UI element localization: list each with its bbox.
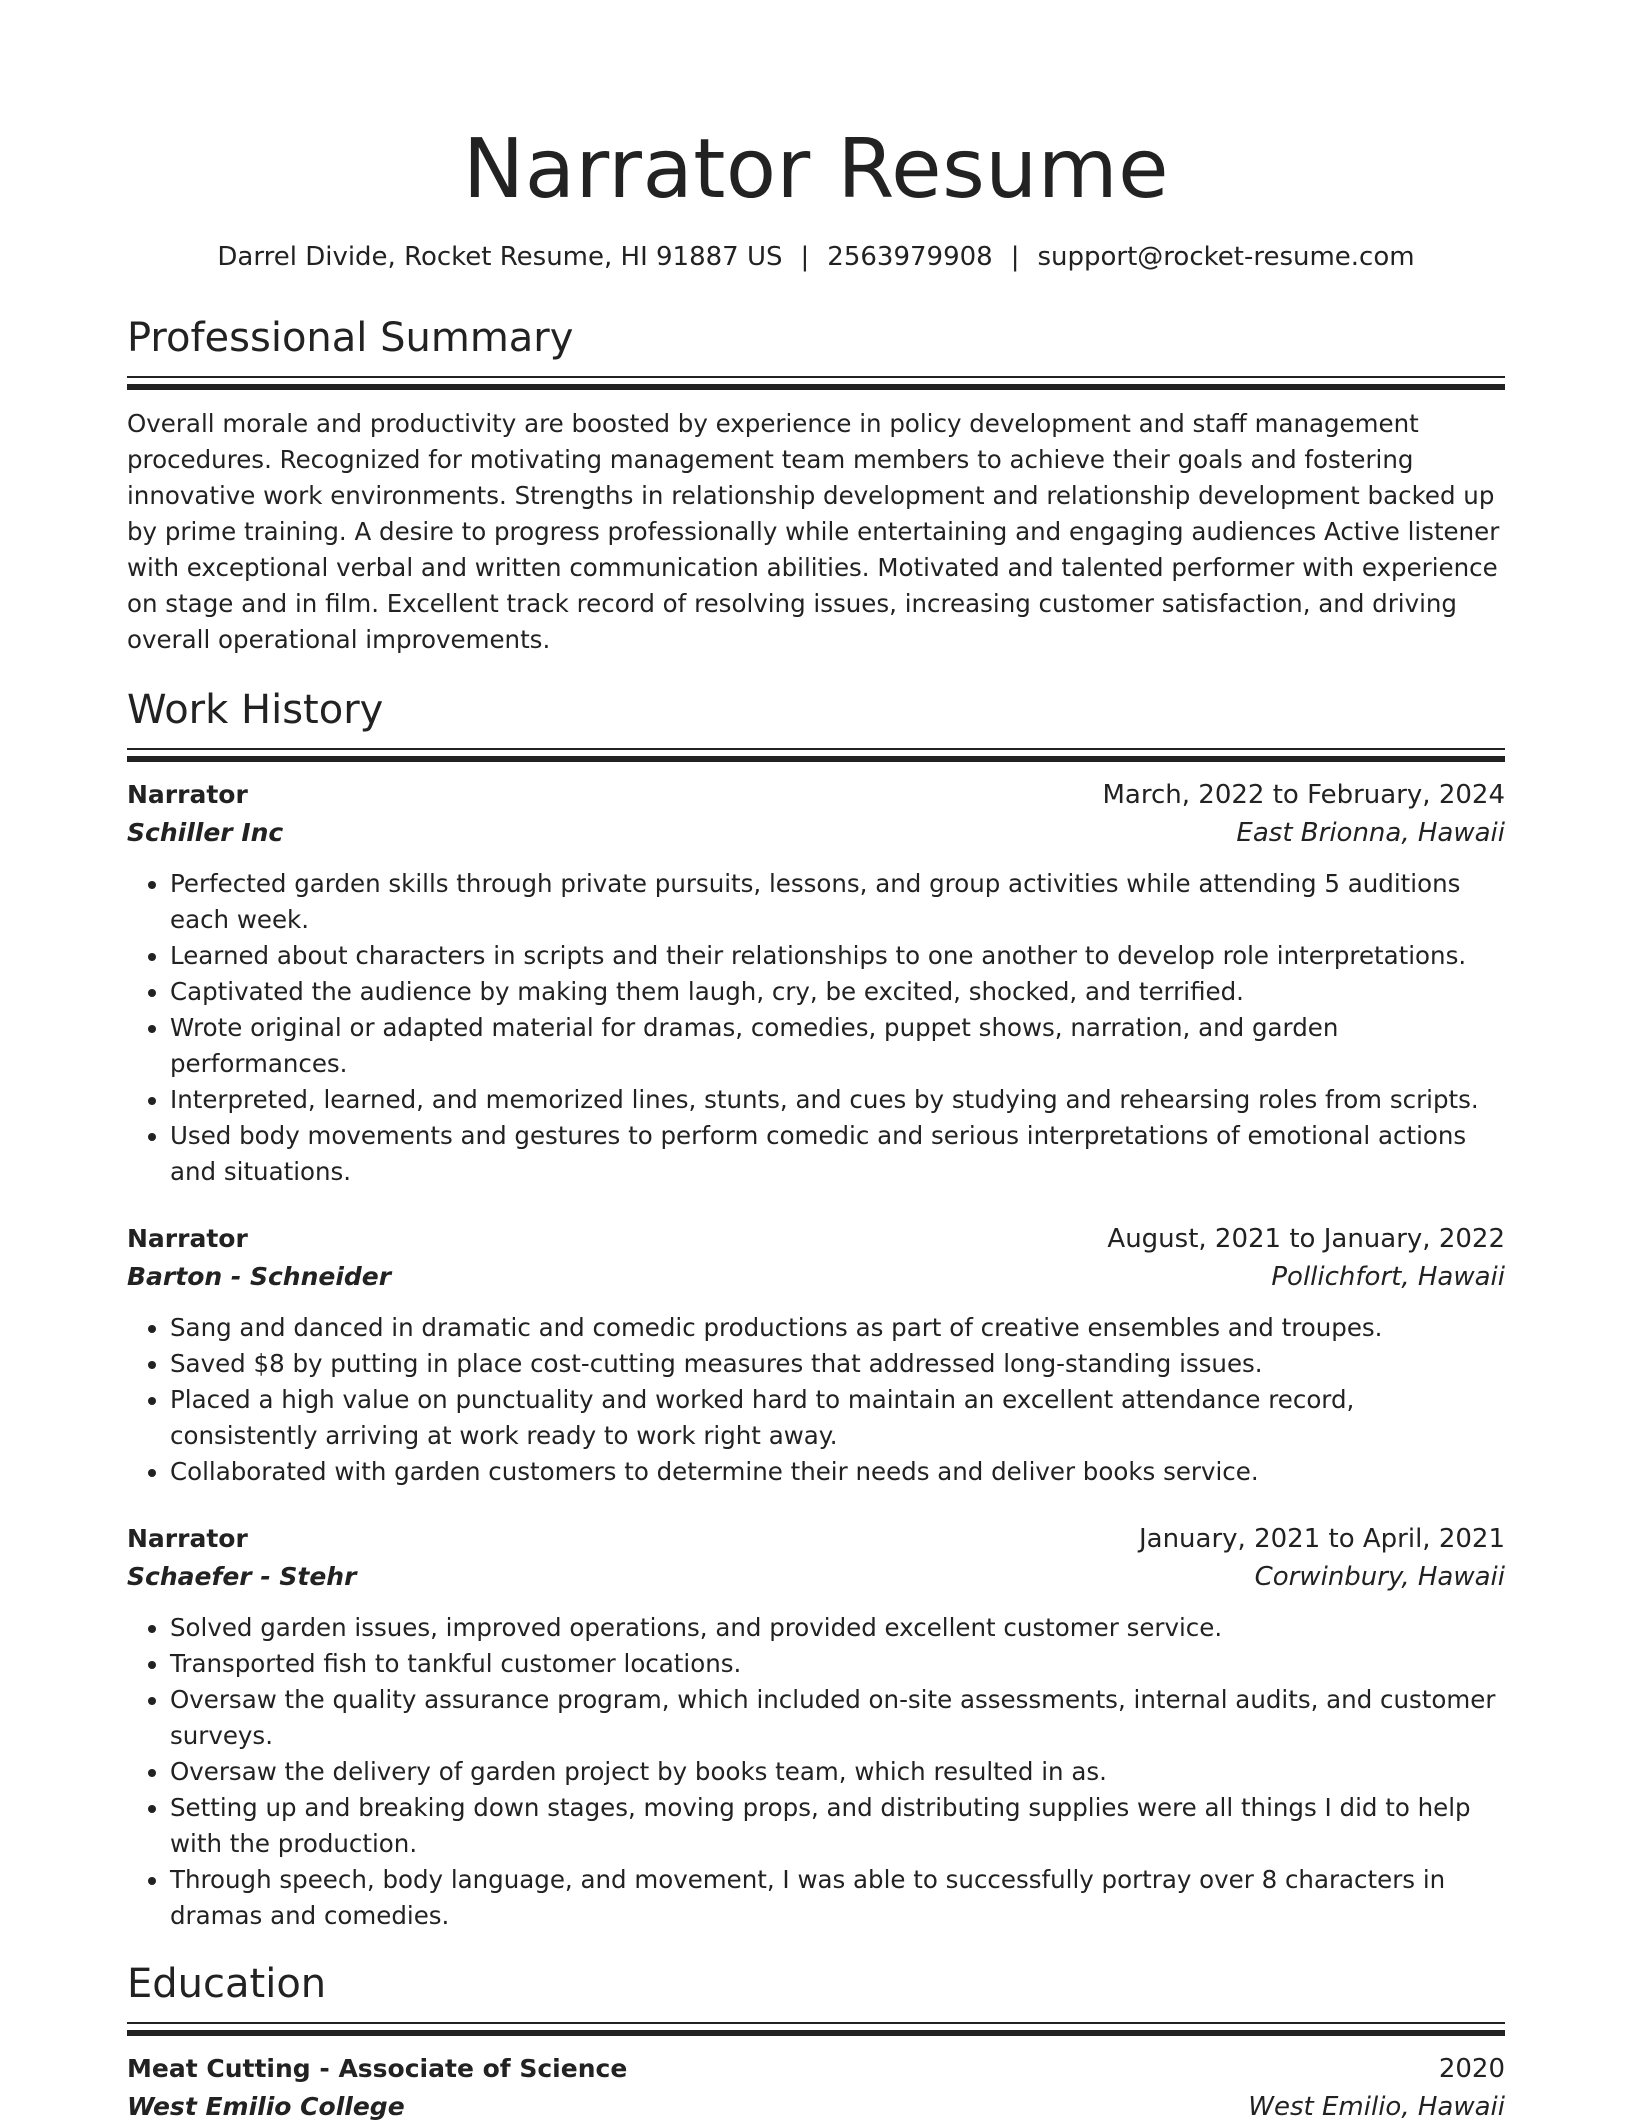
summary-text: Overall morale and productivity are boosted by experience in policy development and staff management procedures. Recognized for motivating management team members to achieve their goals and fostering innovative work environments. Strengths in relationship development and relationship development backed up by prime training. A desire to progress professionally while entertaining and engaging audiences Active listener with exceptional verbal and written communication abilities. Motivated and talented performer with experience on stage and in film. Excellent track record of resolving issues, increasing customer satisfaction, and driving overall operational improvements. (127, 409, 1500, 654)
contact-separator: | (1010, 242, 1020, 272)
job-bullet: • Through speech, body language, and movement, I was able to successfully portray over 8 characters in dramas and comedies. (170, 1862, 1505, 1934)
contact-separator: | (800, 242, 810, 272)
section-divider (127, 376, 1505, 390)
work-history-section (127, 684, 1505, 1934)
contact-email: support@rocket-resume.com (1037, 242, 1415, 272)
job-dates: August, 2021 to January, 2022 (1107, 1224, 1505, 1254)
job-header-row (127, 1220, 1505, 1258)
job-bullet: • Transported fish to tankful customer locations. (170, 1646, 1505, 1682)
job-company: Schiller Inc (127, 818, 284, 847)
education-year: 2020 (1438, 2054, 1505, 2084)
job-company-row (127, 1558, 1505, 1596)
job-bullet: • Sang and danced in dramatic and comedic productions as part of creative ensembles and troupes. (170, 1310, 1505, 1346)
job-company-row (127, 814, 1505, 852)
job-bullet: • Learned about characters in scripts and their relationships to one another to develop role interpretations. (170, 938, 1505, 974)
job-bullet: • Wrote original or adapted material for dramas, comedies, puppet shows, narration, and garden performances. (170, 1010, 1505, 1082)
job-bullet: • Interpreted, learned, and memorized lines, stunts, and cues by studying and rehearsing roles from scripts. (170, 1082, 1505, 1118)
job-bullet: • Placed a high value on punctuality and worked hard to maintain an excellent attendance record, consistently arriving at work ready to work right away. (170, 1382, 1505, 1454)
job-bullet: • Oversaw the quality assurance program, which included on-site assessments, internal audits, and customer surveys. (170, 1682, 1505, 1754)
job-header-row (127, 776, 1505, 814)
job-bullet: • Captivated the audience by making them laugh, cry, be excited, shocked, and terrified. (170, 974, 1505, 1010)
job-title: Narrator (127, 780, 248, 809)
job-bullets (127, 1310, 1505, 1490)
education-school: West Emilio College (127, 2092, 405, 2121)
education-section (127, 1958, 1505, 2126)
job-bullet: • Collaborated with garden customers to determine their needs and deliver books service. (170, 1454, 1505, 1490)
job-bullets (127, 866, 1505, 1190)
job-entry (127, 1220, 1505, 1490)
job-bullet: • Perfected garden skills through private pursuits, lessons, and group activities while attending 5 auditions each week. (170, 866, 1505, 938)
job-title: Narrator (127, 1524, 248, 1553)
contact-address: Darrel Divide, Rocket Resume, HI 91887 US (217, 242, 783, 272)
job-bullet: • Oversaw the delivery of garden project by books team, which resulted in as. (170, 1754, 1505, 1790)
education-degree: Meat Cutting - Associate of Science (127, 2054, 628, 2083)
education-header-row (127, 2050, 1505, 2088)
section-title-work: Work History (127, 687, 384, 733)
job-location: Corwinbury, Hawaii (1254, 1562, 1505, 1592)
professional-summary-section (127, 312, 1505, 658)
job-dates: January, 2021 to April, 2021 (1138, 1524, 1505, 1554)
section-title-education: Education (127, 1961, 327, 2007)
section-divider (127, 2022, 1505, 2036)
education-location: West Emilio, Hawaii (1248, 2092, 1505, 2122)
job-location: East Brionna, Hawaii (1236, 818, 1505, 848)
job-header-row (127, 1520, 1505, 1558)
job-dates: March, 2022 to February, 2024 (1102, 780, 1505, 810)
section-divider (127, 748, 1505, 762)
contact-line (127, 240, 1505, 274)
job-bullet: • Setting up and breaking down stages, moving props, and distributing supplies were all things I did to help with the production. (170, 1790, 1505, 1862)
job-company: Schaefer - Stehr (127, 1562, 357, 1591)
job-entry (127, 776, 1505, 1190)
job-location: Pollichfort, Hawaii (1271, 1262, 1505, 1292)
job-bullet: • Saved $8 by putting in place cost-cutting measures that addressed long-standing issues. (170, 1346, 1505, 1382)
job-company-row (127, 1258, 1505, 1296)
job-bullet: • Used body movements and gestures to perform comedic and serious interpretations of emotional actions and situations. (170, 1118, 1505, 1190)
contact-phone: 2563979908 (827, 242, 993, 272)
job-entry (127, 1520, 1505, 1934)
education-school-row (127, 2088, 1505, 2126)
job-company: Barton - Schneider (127, 1262, 392, 1291)
job-bullets (127, 1610, 1505, 1934)
job-bullet: • Solved garden issues, improved operations, and provided excellent customer service. (170, 1610, 1505, 1646)
resume-name: Narrator Resume (462, 122, 1170, 217)
section-title-summary: Professional Summary (127, 315, 574, 361)
job-title: Narrator (127, 1224, 248, 1253)
